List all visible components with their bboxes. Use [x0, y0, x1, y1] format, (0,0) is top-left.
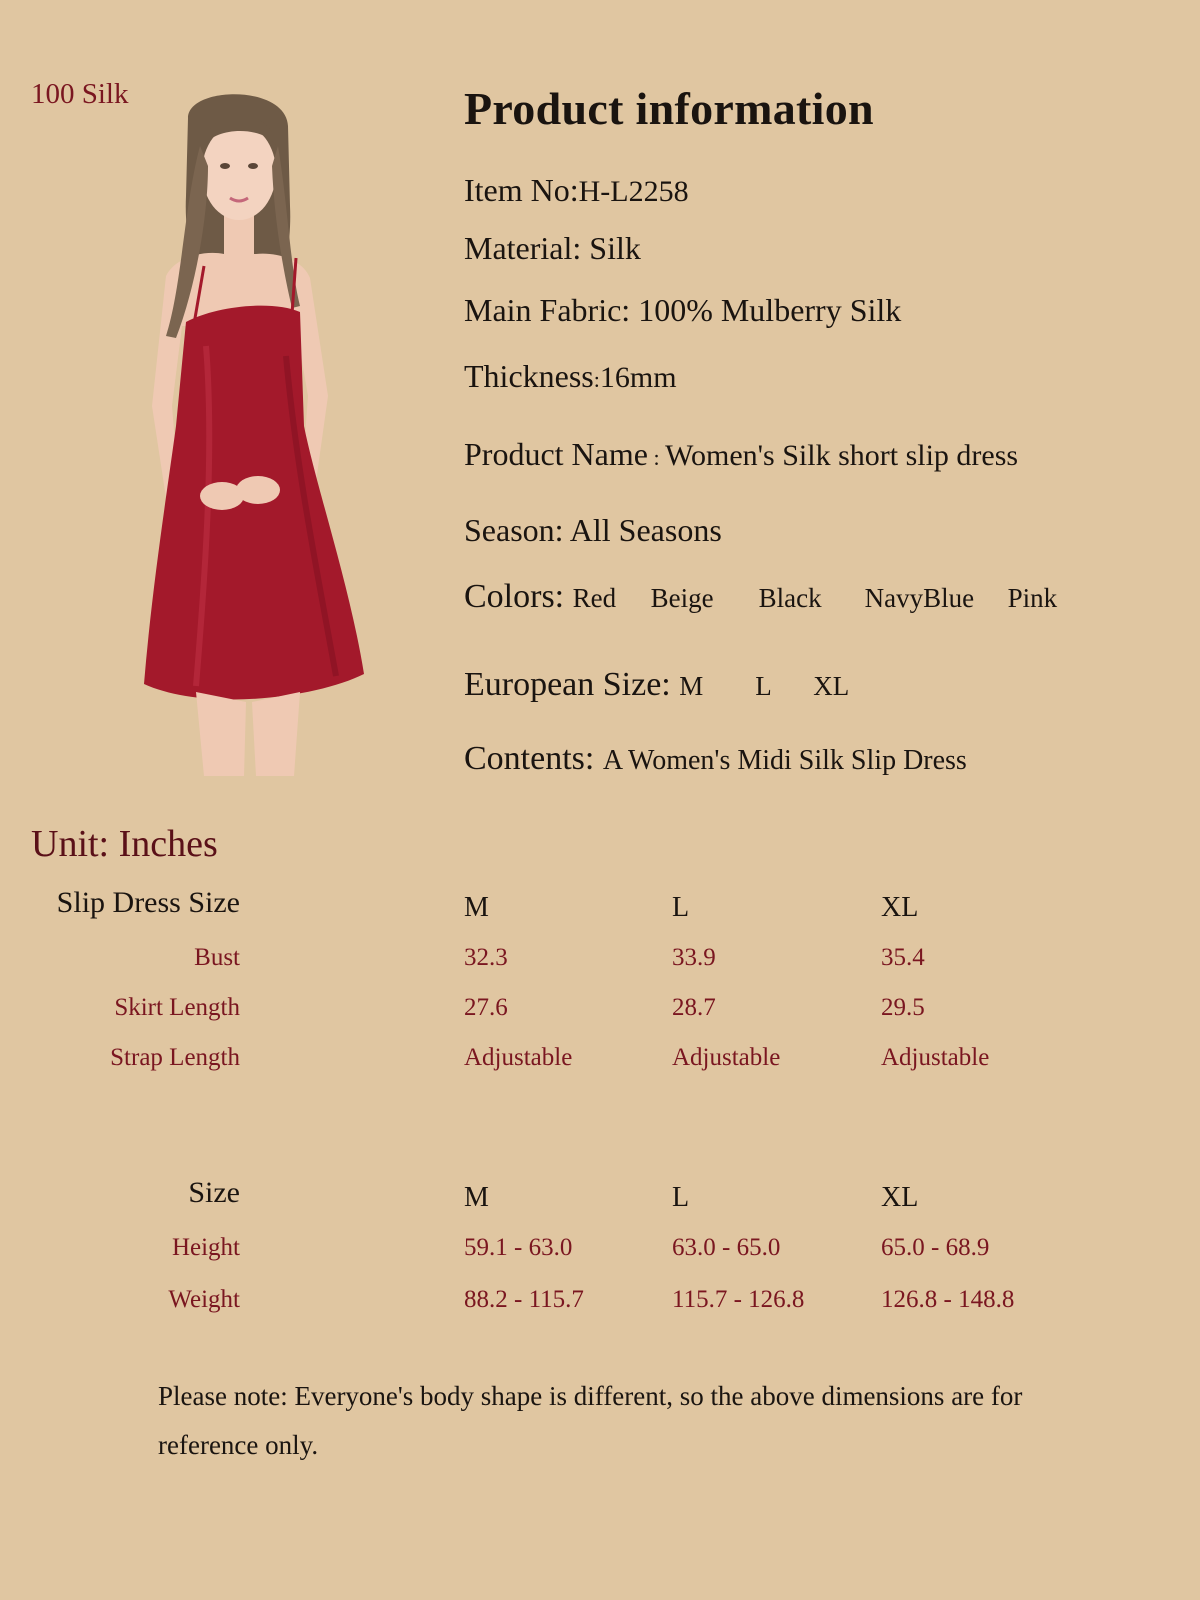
color-option: Pink: [1007, 583, 1058, 613]
product-name-value: Women's Silk short slip dress: [665, 439, 1019, 472]
color-option: NavyBlue: [864, 583, 975, 613]
size-option: M: [679, 671, 704, 701]
bust-row-label: Bust: [194, 944, 240, 971]
size-option: L: [755, 671, 772, 701]
thickness-separator: :: [593, 367, 600, 392]
size-option: XL: [813, 671, 850, 701]
season-row: [464, 512, 722, 549]
table-cell: 28.7: [672, 994, 716, 1021]
color-option: Red: [572, 583, 617, 613]
size-header: Size: [188, 1176, 240, 1209]
size-column-header: XL: [881, 892, 919, 923]
colors-row: [464, 578, 1057, 616]
table-cell: 32.3: [464, 944, 508, 971]
table-cell: Adjustable: [672, 1044, 781, 1071]
unit-label: Unit: Inches: [31, 823, 218, 865]
contents-value: A Women's Midi Silk Slip Dress: [602, 745, 967, 776]
table-cell: 88.2 - 115.7: [464, 1286, 584, 1313]
thickness-row: [464, 358, 677, 395]
thickness-label: Thickness: [464, 358, 594, 394]
strap-length-row-label: Strap Length: [110, 1044, 240, 1071]
color-option: Beige: [650, 583, 714, 613]
material-value: Silk: [589, 230, 641, 266]
main-fabric-value: 100% Mulberry Silk: [638, 292, 902, 328]
slip-dress-size-header: Slip Dress Size: [56, 886, 240, 919]
size-column-header: M: [464, 1182, 489, 1213]
table-cell: 126.8 - 148.8: [881, 1286, 1015, 1313]
size-column-header: L: [672, 892, 690, 923]
product-name-label: Product Name: [464, 436, 648, 472]
table-cell: 59.1 - 63.0: [464, 1234, 573, 1261]
reference-note: Please note: Everyone's body shape is different, so the above dimensions are for reference only.: [158, 1381, 1023, 1460]
european-size-row: [464, 666, 849, 704]
size-column-header: L: [672, 1182, 690, 1213]
product-name-separator: :: [647, 445, 666, 470]
item-number-label: Item No:: [464, 172, 579, 208]
season-label: Season:: [464, 512, 570, 548]
page-title: Product information: [464, 83, 874, 134]
table-cell: 35.4: [881, 944, 925, 971]
main-fabric-row: [464, 292, 901, 329]
main-fabric-label: Main Fabric:: [464, 292, 639, 328]
european-size-label: European Size:: [464, 666, 680, 703]
material-row: [464, 230, 641, 267]
skirt-length-row-label: Skirt Length: [114, 994, 240, 1021]
weight-row-label: Weight: [168, 1286, 240, 1313]
table-cell: 63.0 - 65.0: [672, 1234, 781, 1261]
brand-label: 100 Silk: [31, 78, 129, 110]
table-cell: Adjustable: [464, 1044, 573, 1071]
model-photo: [96, 86, 386, 776]
colors-label: Colors:: [464, 578, 573, 615]
table-cell: 29.5: [881, 994, 925, 1021]
height-row-label: Height: [171, 1234, 240, 1261]
contents-row: [464, 740, 967, 778]
item-number-row: [464, 172, 689, 209]
contents-label: Contents:: [464, 740, 603, 777]
table-cell: 115.7 - 126.8: [672, 1286, 805, 1313]
table-cell: Adjustable: [881, 1044, 990, 1071]
season-value: All Seasons: [569, 512, 722, 548]
material-label: Material:: [464, 230, 590, 266]
table-cell: 27.6: [464, 994, 508, 1021]
product-name-row: [464, 436, 1018, 473]
color-option: Black: [758, 583, 822, 613]
item-number-value: H-L2258: [578, 175, 689, 208]
table-cell: 65.0 - 68.9: [881, 1234, 990, 1261]
table-cell: 33.9: [672, 944, 716, 971]
thickness-value: 16mm: [599, 361, 677, 394]
size-column-header: M: [464, 892, 489, 923]
size-column-header: XL: [881, 1182, 919, 1213]
